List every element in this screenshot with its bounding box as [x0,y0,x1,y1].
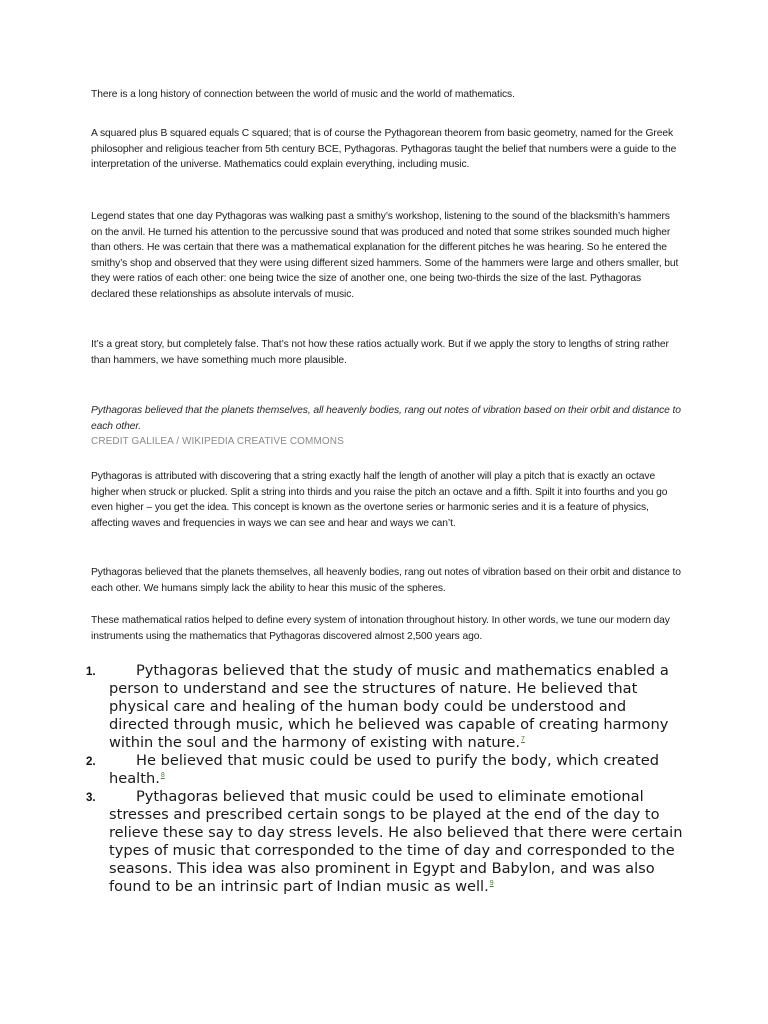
paragraph-planets: Pythagoras believed that the planets themselves, all heavenly bodies, rang out notes of vibration based on their orbit and distance to each other. We humans simply lack the ability to hear this music of the spheres. [91,567,681,594]
list-item [0,752,768,788]
numbered-list [0,662,768,896]
image-credit: CREDIT GALILEA / WIKIPEDIA CREATIVE COMMONS [91,436,344,447]
list-item-text: Pythagoras believed that music could be used to eliminate emotional stresses and prescribed certain songs to be played at the end of the day to relieve these say to day stress levels. He also believed that there were certain types of music that corresponded to the time of day and corresponded to the seasons. This idea was also prominent in Egypt and Babylon, and was also found to be an intrinsic part of Indian music as well. [109,788,683,895]
footnote-link[interactable]: 8 [160,772,165,780]
list-item-text: Pythagoras believed that the study of music and mathematics enabled a person to understand and see the structures of nature. He believed that physical care and healing of the human body could be understood and directed through music, which he believed was capable of creating harmony within the soul and the harmony of existing with nature. [109,662,669,751]
paragraph-pythagorean-theorem: A squared plus B squared equals C squared; that is of course the Pythagorean theorem from basic geometry, named for the Greek philosopher and religious teacher from 5th century BCE, Pythagoras. Pythagoras taught the belief that numbers were a guide to the interpretation of the universe. Mathematics could explain everything, including music. [91,128,677,171]
paragraph-legend: Legend states that one day Pythagoras was walking past a smithy’s workshop, listening to the sound of the blacksmith’s hammers on the anvil. He turned his attention to the percussive sound that was produced and noted that some strikes sounded much higher than others. He was certain that there was a mathematical explanation for the different pitches he was hearing. So he entered the smithy’s shop and observed that they were using different sized hammers. Some of the hammers were large and others smaller, but they were ratios of each other: one being twice the size of another one, one being two-thirds the size of the last. Pythagoras declared these relationships as absolute intervals of music. [91,211,679,300]
list-item [0,662,768,752]
footnote-link[interactable]: 7 [520,736,525,744]
paragraph-intonation: These mathematical ratios helped to define every system of intonation throughout history. In other words, we tune our modern day instruments using the mathematics that Pythagoras discovered almost 2,500 years ago. [91,615,670,642]
list-item [0,788,768,896]
paragraph-string-ratios: Pythagoras is attributed with discovering that a string exactly half the length of another will play a pitch that is exactly an octave higher when struck or plucked. Split a string into thirds and you raise the pitch an octave and a fifth. Spilt it into fourths and you go even higher – you get the idea. This concept is known as the overtone series or harmonic series and it is a feature of physics, affecting waves and frequencies in ways we can see and hear and ways we can’t. [91,471,668,529]
list-number: 1. [86,666,96,678]
paragraph-intro: There is a long history of connection between the world of music and the world of mathematics. [91,89,515,100]
image-caption: Pythagoras believed that the planets themselves, all heavenly bodies, rang out notes of vibration based on their orbit and distance to each other. [91,405,681,432]
footnote-link[interactable]: 9 [489,880,494,888]
list-item-text: He believed that music could be used to purify the body, which created health. [109,752,659,787]
list-number: 3. [86,792,96,804]
paragraph-false-story: It’s a great story, but completely false. That’s not how these ratios actually work. But if we apply the story to lengths of string rather than hammers, we have something much more plausible. [91,339,669,366]
list-number: 2. [86,756,96,768]
